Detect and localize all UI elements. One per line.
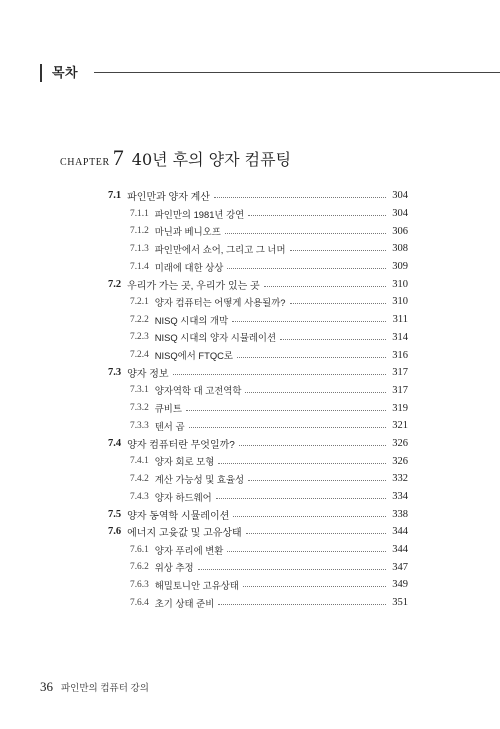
entry-title: 파인만에서 쇼어, 그리고 그 너머 [154,243,286,255]
header-rule [94,72,500,73]
footer-page-number: 36 [40,679,53,694]
dot-leader [214,197,386,198]
toc-subsection-entry [108,470,408,488]
entry-page-number: 326 [392,437,408,449]
header-bar [40,64,42,82]
entry-number: 7.6.4 [130,597,149,608]
entry-page-number: 317 [392,384,408,396]
toc-subsection-entry [108,222,408,240]
toc-subsection-entry [108,205,408,223]
entry-number: 7.6.3 [130,579,149,590]
entry-page-number: 349 [392,579,408,591]
dot-leader [173,374,386,375]
entry-page-number: 317 [392,367,408,379]
toc-subsection-entry [108,417,408,435]
entry-title: 양자 하드웨어 [154,491,212,503]
entry-page-number: 314 [392,331,408,343]
dot-leader [186,410,386,411]
entry-title: 텐서 곱 [154,420,185,432]
entry-page-number: 306 [392,225,408,237]
entry-title: 큐비트 [154,403,182,415]
entry-number: 7.2 [108,278,122,290]
toc-subsection-entry [108,382,408,400]
entry-title: 우리가 가는 곳, 우리가 있는 곳 [127,280,260,292]
entry-number: 7.6 [108,526,122,538]
dot-leader [290,250,386,251]
entry-page-number: 326 [392,455,408,467]
chapter-heading [60,145,460,171]
dot-leader [245,392,386,393]
entry-number: 7.4 [108,437,122,449]
entry-number: 7.6.2 [130,562,149,573]
entry-title: NISQ에서 FTQC로 [154,350,233,362]
dot-leader [280,339,386,340]
entry-page-number: 321 [392,420,408,432]
footer-book-title: 파인만의 컴퓨터 강의 [61,683,149,694]
entry-title: 양자 컴퓨터는 어떻게 사용될까? [154,296,286,308]
dot-leader [233,516,386,517]
entry-title: 양자 컴퓨터란 무엇일까? [127,439,235,451]
entry-number: 7.4.3 [130,491,149,502]
dot-leader [227,268,386,269]
entry-title: 양자 동역학 시뮬레이션 [127,510,230,522]
dot-leader [198,569,386,570]
dot-leader [246,533,386,534]
entry-number: 7.1.2 [130,226,149,237]
toc-subsection-entry [108,541,408,559]
dot-leader [290,303,386,304]
entry-number: 7.3.3 [130,420,149,431]
entry-page-number: 338 [392,508,408,520]
entry-number: 7.1.3 [130,243,149,254]
dot-leader [239,445,386,446]
dot-leader [243,586,386,587]
entry-page-number: 310 [392,278,408,290]
entry-number: 7.3.2 [130,403,149,414]
entry-page-number: 347 [392,561,408,573]
toc-subsection-entry [108,488,408,506]
entry-number: 7.1 [108,190,122,202]
dot-leader [264,286,386,287]
toc-subsection-entry [108,594,408,612]
entry-number: 7.3 [108,367,122,379]
entry-page-number: 332 [392,473,408,485]
entry-number: 7.5 [108,508,122,520]
dot-leader [218,463,386,464]
toc-subsection-entry [108,346,408,364]
entry-page-number: 304 [392,190,408,202]
entry-page-number: 351 [392,597,408,609]
entry-number: 7.2.2 [130,314,149,325]
entry-page-number: 304 [392,208,408,220]
entry-title: 양자역학 대 고전역학 [154,385,242,397]
entry-title: 계산 가능성 및 효율성 [154,473,245,485]
entry-title: NISQ 시대의 개막 [154,314,229,326]
entry-number: 7.2.3 [130,332,149,343]
entry-number: 7.1.1 [130,208,149,219]
dot-leader [189,427,386,428]
entry-title: 파인만과 양자 계산 [127,192,210,204]
entry-page-number: 311 [392,314,408,326]
entry-title: 양자 푸리에 변환 [154,544,224,556]
entry-title: 파인만의 1981년 강연 [154,208,245,220]
dot-leader [216,498,386,499]
dot-leader [227,551,386,552]
dot-leader [218,604,386,605]
entry-number: 7.3.1 [130,385,149,396]
entry-page-number: 316 [392,349,408,361]
toc-list [108,187,408,612]
dot-leader [248,480,386,481]
entry-number: 7.2.1 [130,296,149,307]
page-footer [40,678,149,692]
toc-section-entry [108,275,408,293]
dot-leader [248,215,386,216]
toc-subsection-entry [108,576,408,594]
toc-subsection-entry [108,558,408,576]
toc-header [40,64,500,82]
toc-subsection-entry [108,311,408,329]
entry-number: 7.4.2 [130,473,149,484]
chapter-number: 7 [112,145,124,170]
chapter-title: 40년 후의 양자 컴퓨팅 [131,150,292,169]
entry-number: 7.4.1 [130,456,149,467]
entry-title: 해밀토니안 고유상태 [154,579,239,591]
entry-number: 7.2.4 [130,350,149,361]
entry-title: 양자 정보 [127,369,169,381]
dot-leader [225,233,386,234]
toc-section-entry [108,505,408,523]
toc-section-entry [108,187,408,205]
toc-subsection-entry [108,240,408,258]
entry-title: 에너지 고윳값 및 고유상태 [127,528,242,540]
toc-section-entry [108,523,408,541]
dot-leader [237,357,386,358]
dot-leader [232,321,386,322]
toc-subsection-entry [108,293,408,311]
entry-title: 초기 상태 준비 [154,597,215,609]
entry-page-number: 308 [392,243,408,255]
entry-page-number: 319 [392,402,408,414]
entry-page-number: 344 [392,526,408,538]
entry-number: 7.6.1 [130,544,149,555]
entry-title: NISQ 시대의 양자 시뮬레이션 [154,332,277,344]
toc-subsection-entry [108,399,408,417]
entry-title: 위상 추정 [154,562,194,574]
toc-section-entry [108,435,408,453]
entry-page-number: 309 [392,261,408,273]
entry-page-number: 310 [392,296,408,308]
toc-subsection-entry [108,258,408,276]
toc-subsection-entry [108,452,408,470]
toc-heading: 목차 [52,65,79,80]
entry-title: 마닌과 베니오프 [154,226,221,238]
entry-page-number: 334 [392,491,408,503]
entry-number: 7.1.4 [130,261,149,272]
toc-subsection-entry [108,329,408,347]
entry-page-number: 344 [392,544,408,556]
toc-section-entry [108,364,408,382]
entry-title: 양자 회로 모형 [154,456,215,468]
chapter-label: CHAPTER [60,157,110,168]
entry-title: 미래에 대한 상상 [154,261,224,273]
